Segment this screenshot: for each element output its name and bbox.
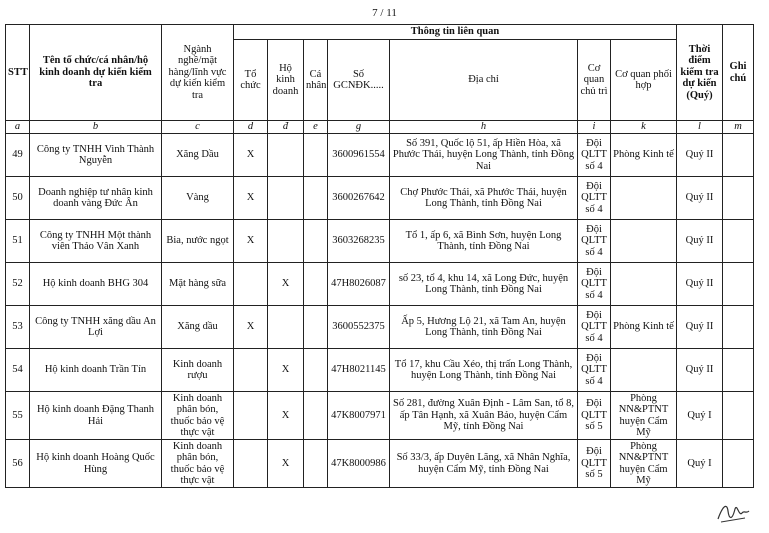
column-letter: b [30, 121, 162, 134]
cell-note [723, 440, 754, 488]
cell-ho-kinh-doanh: X [268, 392, 304, 440]
cell-stt: 53 [6, 306, 30, 349]
cell-org: Công ty TNHH Một thành viên Thảo Vân Xanh [30, 220, 162, 263]
cell-note [723, 392, 754, 440]
cell-time: Quý I [677, 392, 723, 440]
header-ho-kinh-doanh: Hộ kinh doanh [268, 40, 304, 121]
cell-time: Quý II [677, 177, 723, 220]
inspection-plan-table [5, 24, 754, 488]
cell-address: số 23, tổ 4, khu 14, xã Long Đức, huyện Long Thành, tỉnh Đồng Nai [390, 263, 578, 306]
table-row [6, 440, 754, 488]
cell-ca-nhan [304, 263, 328, 306]
cell-org: Công ty TNHH xăng dầu An Lợi [30, 306, 162, 349]
cell-stt: 55 [6, 392, 30, 440]
cell-coop-agency [611, 263, 677, 306]
cell-address: Tổ 1, ấp 6, xã Bình Sơn, huyện Long Thành, tỉnh Đồng Nai [390, 220, 578, 263]
cell-note [723, 349, 754, 392]
column-letter: g [328, 121, 390, 134]
cell-address: Số 281, đường Xuân Định - Lâm San, tổ 8, ấp Tân Hạnh, xã Xuân Bảo, huyện Cẩm Mỹ, tỉnh Đồng Nai [390, 392, 578, 440]
cell-ca-nhan [304, 134, 328, 177]
cell-sector: Vàng [162, 177, 234, 220]
table-row [6, 349, 754, 392]
cell-coop-agency: Phòng Kinh tế [611, 306, 677, 349]
cell-lead-agency: Đội QLTT số 4 [578, 263, 611, 306]
cell-lead-agency: Đội QLTT số 5 [578, 440, 611, 488]
cell-gcndk: 47K8000986 [328, 440, 390, 488]
cell-gcndk: 3600552375 [328, 306, 390, 349]
cell-time: Quý I [677, 440, 723, 488]
cell-lead-agency: Đội QLTT số 4 [578, 349, 611, 392]
cell-coop-agency [611, 177, 677, 220]
table-row [6, 220, 754, 263]
cell-org: Hộ kinh doanh Trần Tín [30, 349, 162, 392]
cell-ca-nhan [304, 440, 328, 488]
cell-coop-agency: Phòng NN&PTNT huyện Cẩm Mỹ [611, 440, 677, 488]
cell-ho-kinh-doanh [268, 134, 304, 177]
column-letter: d [234, 121, 268, 134]
cell-note [723, 263, 754, 306]
cell-address: Ấp 5, Hương Lộ 21, xã Tam An, huyện Long Thành, tỉnh Đồng Nai [390, 306, 578, 349]
cell-sector: Bia, nước ngọt [162, 220, 234, 263]
cell-coop-agency [611, 220, 677, 263]
cell-ho-kinh-doanh: X [268, 263, 304, 306]
cell-sector: Kinh doanh phân bón, thuốc bảo vệ thực vật [162, 440, 234, 488]
cell-ca-nhan [304, 392, 328, 440]
column-letter: h [390, 121, 578, 134]
cell-sector: Xăng dầu [162, 306, 234, 349]
column-letter: k [611, 121, 677, 134]
cell-sector: Kinh doanh phân bón, thuốc bảo vệ thực vật [162, 392, 234, 440]
table-row [6, 306, 754, 349]
cell-address: Số 391, Quốc lộ 51, ấp Hiền Hòa, xã Phước Thái, huyện Long Thành, tỉnh Đồng Nai [390, 134, 578, 177]
header-sector: Ngành nghề/mặt hàng/lĩnh vực dự kiến kiểm tra [162, 25, 234, 121]
column-letter: c [162, 121, 234, 134]
cell-stt: 54 [6, 349, 30, 392]
column-letter: e [304, 121, 328, 134]
table-row [6, 177, 754, 220]
cell-sector: Mặt hàng sữa [162, 263, 234, 306]
column-letters-row [6, 121, 754, 134]
cell-address: Tổ 17, khu Cầu Xéo, thị trấn Long Thành, huyện Long Thành, tỉnh Đồng Nai [390, 349, 578, 392]
column-letter: a [6, 121, 30, 134]
cell-lead-agency: Đội QLTT số 4 [578, 306, 611, 349]
cell-lead-agency: Đội QLTT số 4 [578, 134, 611, 177]
cell-to-chuc [234, 263, 268, 306]
cell-address: Số 33/3, ấp Duyên Lãng, xã Nhân Nghĩa, huyện Cẩm Mỹ, tỉnh Đồng Nai [390, 440, 578, 488]
cell-to-chuc: X [234, 134, 268, 177]
page-number: 7 / 11 [372, 7, 397, 19]
cell-time: Quý II [677, 349, 723, 392]
table-row [6, 263, 754, 306]
cell-coop-agency: Phòng Kinh tế [611, 134, 677, 177]
header-coop-agency: Cơ quan phối hợp [611, 40, 677, 121]
header-ca-nhan: Cá nhân [304, 40, 328, 121]
header-related-info: Thông tin liên quan [234, 25, 677, 40]
cell-org: Doanh nghiệp tư nhân kinh doanh vàng Đức Ân [30, 177, 162, 220]
header-stt: STT [6, 25, 30, 121]
cell-coop-agency [611, 349, 677, 392]
cell-ca-nhan [304, 306, 328, 349]
cell-stt: 52 [6, 263, 30, 306]
table-row [6, 134, 754, 177]
cell-time: Quý II [677, 134, 723, 177]
cell-stt: 50 [6, 177, 30, 220]
cell-org: Hộ kinh doanh Đặng Thanh Hải [30, 392, 162, 440]
cell-ho-kinh-doanh [268, 177, 304, 220]
cell-time: Quý II [677, 220, 723, 263]
cell-gcndk: 47H8021145 [328, 349, 390, 392]
cell-gcndk: 3603268235 [328, 220, 390, 263]
cell-lead-agency: Đội QLTT số 4 [578, 220, 611, 263]
column-letter: m [723, 121, 754, 134]
cell-time: Quý II [677, 263, 723, 306]
cell-gcndk: 47H8026087 [328, 263, 390, 306]
cell-ho-kinh-doanh: X [268, 440, 304, 488]
cell-note [723, 177, 754, 220]
cell-gcndk: 47K8007971 [328, 392, 390, 440]
header-address: Địa chỉ [390, 40, 578, 121]
cell-to-chuc: X [234, 177, 268, 220]
cell-ho-kinh-doanh [268, 306, 304, 349]
table-body [6, 134, 754, 488]
cell-org: Hộ kinh doanh BHG 304 [30, 263, 162, 306]
header-gcndk: Số GCNĐK..... [328, 40, 390, 121]
cell-lead-agency: Đội QLTT số 5 [578, 392, 611, 440]
column-letter: l [677, 121, 723, 134]
cell-to-chuc [234, 349, 268, 392]
column-letter: i [578, 121, 611, 134]
cell-coop-agency: Phòng NN&PTNT huyện Cẩm Mỹ [611, 392, 677, 440]
cell-gcndk: 3600267642 [328, 177, 390, 220]
cell-sector: Xăng Dầu [162, 134, 234, 177]
cell-ca-nhan [304, 349, 328, 392]
header-note: Ghi chú [723, 25, 754, 121]
table-row [6, 392, 754, 440]
header-time: Thời điểm kiểm tra dự kiến (Quý) [677, 25, 723, 121]
cell-address: Chợ Phước Thái, xã Phước Thái, huyện Long Thành, tỉnh Đồng Nai [390, 177, 578, 220]
header-to-chuc: Tổ chức [234, 40, 268, 121]
column-letter: đ [268, 121, 304, 134]
cell-ca-nhan [304, 177, 328, 220]
cell-time: Quý II [677, 306, 723, 349]
cell-stt: 51 [6, 220, 30, 263]
cell-note [723, 306, 754, 349]
header-org: Tên tổ chức/cá nhân/hộ kinh doanh dự kiến kiểm tra [30, 25, 162, 121]
cell-to-chuc: X [234, 220, 268, 263]
cell-sector: Kinh doanh rượu [162, 349, 234, 392]
cell-note [723, 134, 754, 177]
cell-lead-agency: Đội QLTT số 4 [578, 177, 611, 220]
cell-to-chuc: X [234, 306, 268, 349]
signature-mark [715, 499, 753, 525]
cell-to-chuc [234, 440, 268, 488]
cell-note [723, 220, 754, 263]
cell-org: Công ty TNHH Vinh Thành Nguyễn [30, 134, 162, 177]
cell-stt: 56 [6, 440, 30, 488]
cell-ca-nhan [304, 220, 328, 263]
cell-to-chuc [234, 392, 268, 440]
cell-ho-kinh-doanh [268, 220, 304, 263]
cell-gcndk: 3600961554 [328, 134, 390, 177]
cell-ho-kinh-doanh: X [268, 349, 304, 392]
header-lead-agency: Cơ quan chủ trì [578, 40, 611, 121]
cell-org: Hộ kinh doanh Hoàng Quốc Hùng [30, 440, 162, 488]
cell-stt: 49 [6, 134, 30, 177]
